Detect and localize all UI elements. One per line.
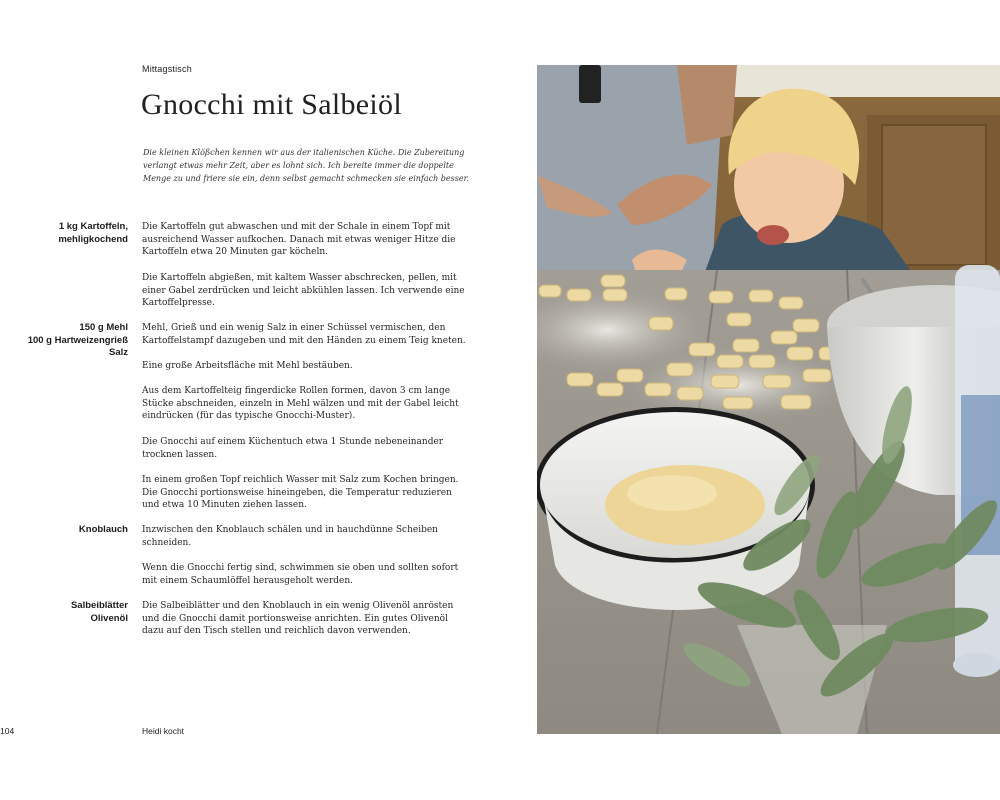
section-label: Mittagstisch bbox=[142, 64, 192, 74]
method-step-2: Die Kartoffeln abgießen, mit kaltem Wasser abschrecken, pellen, mit einer Gabel zerdrücken und leicht abkühlen lassen. Ich verwende eine Kartoffelpresse. bbox=[142, 273, 465, 309]
ingredient-group-garlic bbox=[0, 524, 128, 537]
ingredient-line: Knoblauch bbox=[78, 524, 128, 535]
method-step-10: Die Salbeiblätter und den Knoblauch in ein wenig Olivenöl anrösten und die Gnocchi damit portionsweise anrichten. Ein gutes Olivenöl dazu auf den Tisch stellen und reichlich davon verwenden. bbox=[142, 601, 454, 637]
wall-upper bbox=[697, 65, 1000, 97]
recipe-photo bbox=[537, 65, 1000, 734]
page-number: 104 bbox=[0, 726, 15, 736]
ingredient-line: 100 g Hartweizengrieß bbox=[27, 334, 128, 346]
recipe-title: Gnocchi mit Salbeiöl bbox=[141, 88, 402, 121]
ingredient-line: 1 kg Kartoffeln, bbox=[58, 221, 128, 232]
dough-bowl bbox=[537, 407, 815, 610]
ingredient-line: Salbeiblätter bbox=[70, 600, 128, 611]
method-step-5: Aus dem Kartoffelteig fingerdicke Rollen formen, davon 3 cm lange Stücke abschneiden, einzeln in Mehl wälzen und mit der Gabel leicht eindrücken (für das typische Gnocchi-Muster). bbox=[142, 386, 459, 422]
ingredient-group-potatoes bbox=[0, 221, 128, 246]
recipe-intro: Die kleinen Klößchen kennen wir aus der italienischen Küche. Die Zubereitung verlangt etwas mehr Zeit, aber es lohnt sich. Ich bereite immer die doppelte Menge zu und friere sie ein, denn selbst gemacht schmecken sie einfach besser. bbox=[143, 148, 470, 183]
method-step-9: Wenn die Gnocchi fertig sind, schwimmen sie oben und sollten sofort mit einem Schaumlöffel herausgeholt werden. bbox=[142, 563, 459, 586]
method-step-1: Die Kartoffeln gut abwaschen und mit der Schale in einem Topf mit ausreichend Wasser aufkochen. Danach mit etwas weniger Hitze die Kartoffeln etwa 20 Minuten gar köcheln. bbox=[142, 222, 456, 258]
method-step-6: Die Gnocchi auf einem Küchentuch etwa 1 Stunde nebeneinander trocknen lassen. bbox=[142, 437, 444, 460]
child-mouth bbox=[757, 225, 789, 245]
method-step-7: In einem großen Topf reichlich Wasser mit Salz zum Kochen bringen. Die Gnocchi portionsweise hineingeben, die Temperatur reduzieren und etwa 10 Minuten ziehen lassen. bbox=[142, 475, 459, 511]
method-step-8: Inzwischen den Knoblauch schälen und in hauchdünne Scheiben schneiden. bbox=[142, 525, 438, 548]
method-step-4: Eine große Arbeitsfläche mit Mehl bestäuben. bbox=[142, 361, 353, 371]
ingredient-line: Olivenöl bbox=[90, 612, 128, 624]
ingredient-line: 150 g Mehl bbox=[79, 322, 128, 333]
ingredient-line: mehligkochend bbox=[58, 233, 128, 245]
ingredient-group-sage bbox=[0, 600, 128, 625]
method-step-3: Mehl, Grieß und ein wenig Salz in einer Schüssel vermischen, den Kartoffelstampf dazugeben und mit den Händen zu einem Teig kneten. bbox=[142, 323, 466, 346]
ingredient-line: Salz bbox=[108, 347, 128, 358]
book-title: Heidi kocht bbox=[142, 726, 185, 736]
ingredient-group-dough bbox=[0, 322, 128, 360]
